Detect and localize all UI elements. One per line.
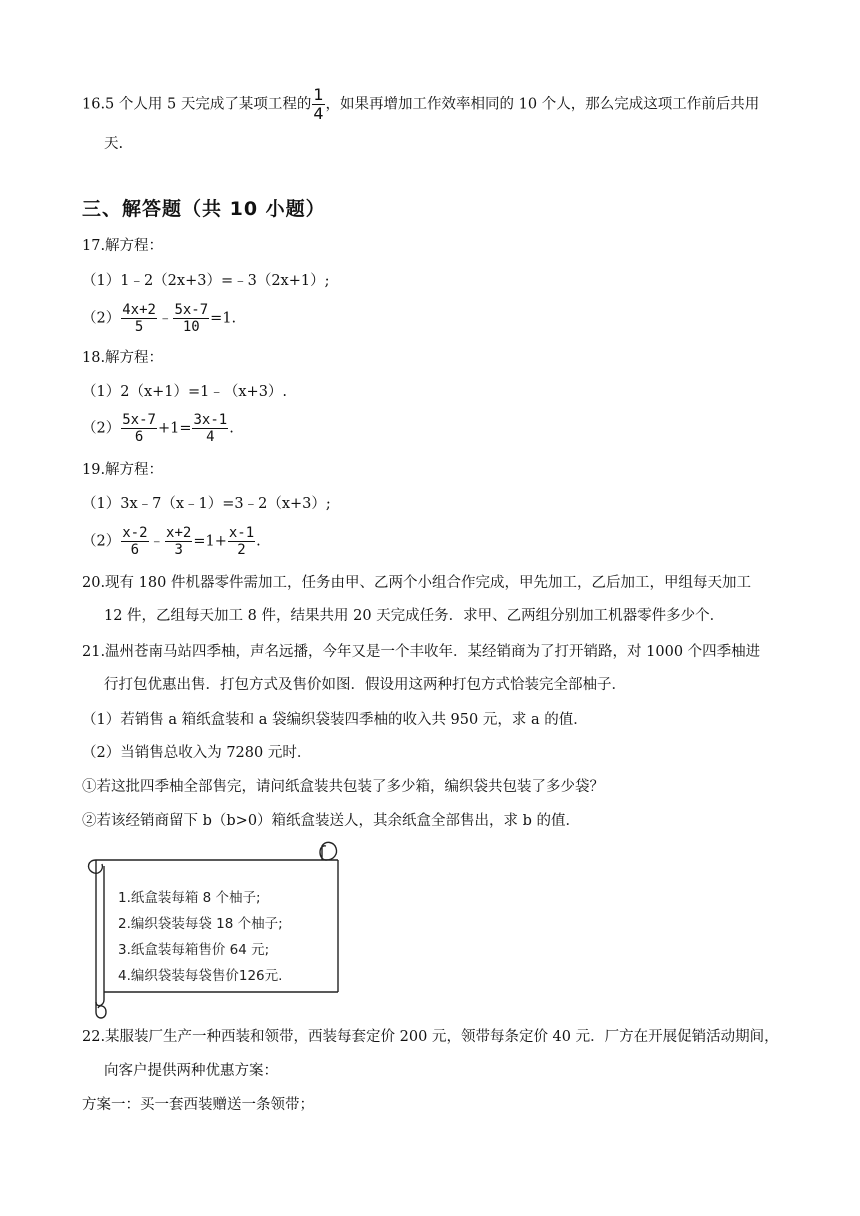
q16-frac-num: 1 (313, 85, 324, 104)
scroll-top-right-curl (320, 842, 337, 860)
scroll-figure (82, 836, 346, 1020)
scroll-item-1: 1.纸盒装每箱 8 个柚子; (118, 890, 261, 906)
q22-line1: 22.某服装厂生产一种西装和领带，西装每套定价 200 元，领带每条定价 40 元．厂方在开展促销活动期间， (82, 1029, 779, 1045)
q17-f2-num: 5x-7 (174, 302, 209, 318)
q17-part2 (82, 302, 236, 335)
q18-title: 18.解方程： (82, 350, 164, 366)
q19-f3-den: 2 (237, 542, 246, 558)
q17-p2-tail: =1. (210, 310, 237, 327)
q18-f1-num: 5x-7 (122, 412, 156, 428)
q16-line2: 天. (104, 136, 124, 152)
q18-p2-tail: . (229, 420, 234, 437)
q16-fraction (312, 86, 324, 123)
scroll-bottom-join (96, 1000, 104, 1006)
q18-p2-label: （2） (82, 420, 121, 437)
q22-line2: 向客户提供两种优惠方案： (104, 1063, 278, 1079)
q17-part1: （1）1﹣2（2x+3）=﹣3（2x+1）; (82, 273, 330, 289)
q16-text-post: ，如果再增加工作效率相同的 10 个人，那么完成这项工作前后共用 (325, 96, 760, 113)
q20-line2: 12 件，乙组每天加工 8 件，结果共用 20 天完成任务．求甲、乙两组分别加工机器零件多少个． (104, 608, 725, 624)
q17-fraction-1 (121, 302, 157, 335)
q19-f2-num: x+2 (166, 525, 192, 541)
q19-fraction-2 (165, 525, 192, 558)
q19-f3-num: x-1 (228, 525, 255, 541)
q21-line2: 行打包优惠出售．打包方式及售价如图．假设用这两种打包方式恰装完全部柚子． (104, 677, 626, 693)
q21-line1: 21.温州苍南马站四季柚，声名远播，今年又是一个丰收年．某经销商为了打开销路，对 1000 个四季柚进 (82, 644, 761, 660)
q21-part2: （2）当销售总收入为 7280 元时． (82, 745, 312, 761)
q19-p2-tail: . (256, 533, 261, 550)
q18-mid: +1= (157, 420, 192, 437)
q18-f2-num: 3x-1 (193, 412, 228, 428)
section-title: 三、解答题（共 10 小题） (82, 198, 326, 220)
q19-title: 19.解方程： (82, 462, 164, 478)
scroll-item-2: 2.编织袋装每袋 18 个柚子; (118, 916, 283, 932)
q21-case2: ②若该经销商留下 b（b>0）箱纸盒装送人，其余纸盒全部售出，求 b 的值． (82, 813, 581, 829)
q17-f1-num: 4x+2 (122, 302, 156, 318)
q22-plan1: 方案一：买一套西装赠送一条领带； (82, 1097, 314, 1113)
q17-f2-den: 10 (182, 319, 200, 335)
q18-f1-den: 6 (134, 429, 144, 445)
q17-minus: ﹣ (157, 310, 173, 327)
scroll-item-3: 3.纸盒装每箱售价 64 元; (118, 942, 270, 958)
q17-f1-den: 5 (134, 319, 144, 335)
scroll-item-4: 4.编织袋装每袋售价126元. (118, 968, 283, 984)
q18-fraction-2 (192, 412, 228, 445)
q20-line1: 20.现有 180 件机器零件需加工，任务由甲、乙两个小组合作完成，甲先加工，乙后加工，甲组每天加工 (82, 575, 751, 591)
q18-f2-den: 4 (206, 429, 215, 445)
scroll-bottom-left-curl (96, 1006, 106, 1018)
q19-part2 (82, 525, 261, 558)
q16-line1 (82, 86, 759, 123)
q17-fraction-2 (173, 302, 209, 335)
q21-part1: （1）若销售 a 箱纸盒装和 a 袋编织袋装四季柚的收入共 950 元，求 a 的值． (82, 712, 588, 728)
q19-p2-label: （2） (82, 533, 121, 550)
q19-fraction-1 (121, 525, 148, 558)
q19-mid: =1+ (193, 533, 227, 550)
q17-p2-label: （2） (82, 310, 121, 327)
q19-fraction-3 (228, 525, 255, 558)
q16-frac-den: 4 (313, 104, 324, 123)
q18-part1: （1）2（x+1）=1﹣（x+3）. (82, 384, 288, 400)
q19-f1-num: x-2 (122, 525, 148, 541)
q17-title: 17.解方程： (82, 238, 164, 254)
q19-f1-den: 6 (130, 542, 140, 558)
q19-minus: ﹣ (149, 533, 165, 550)
q18-fraction-1 (121, 412, 157, 445)
q21-case1: ①若这批四季柚全部售完，请问纸盒装共包装了多少箱，编织袋共包装了多少袋？ (82, 779, 604, 795)
q19-f2-den: 3 (174, 542, 183, 558)
q19-part1: （1）3x﹣7（x﹣1）=3﹣2（x+3）; (82, 496, 331, 512)
q16-text-pre: 16.5 个人用 5 天完成了某项工程的 (82, 96, 312, 113)
q18-part2 (82, 412, 234, 445)
